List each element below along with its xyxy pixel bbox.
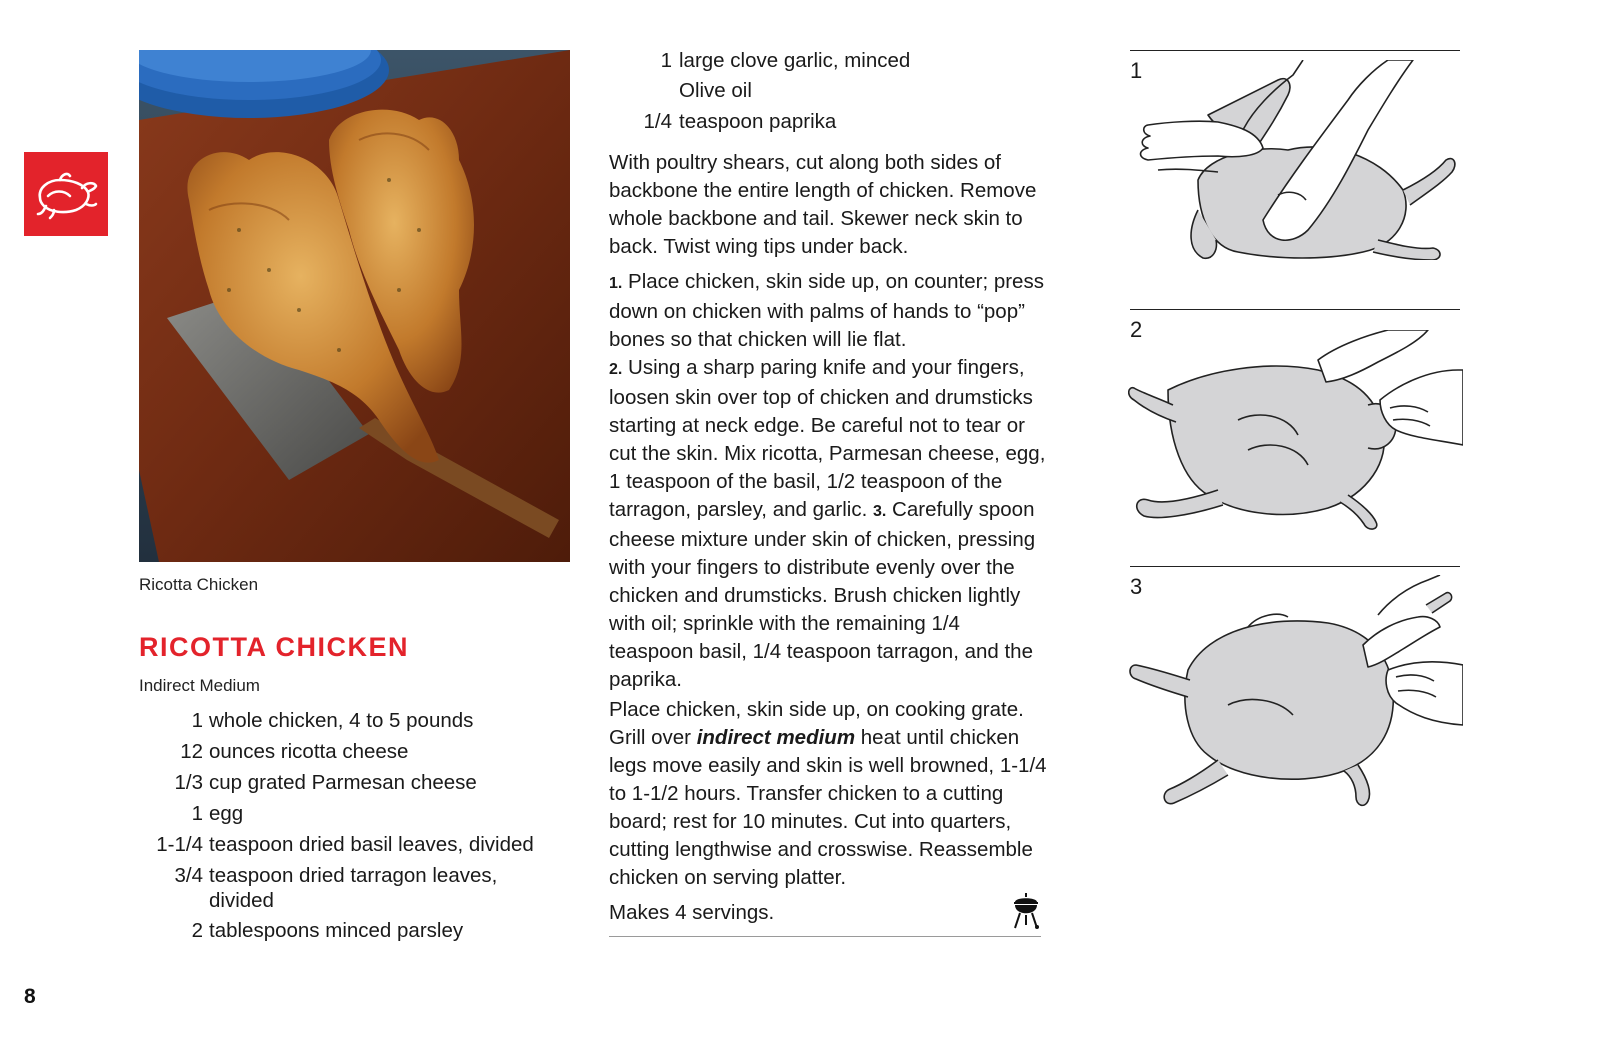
yield-line: Makes 4 servings. xyxy=(609,901,775,924)
illustration-number: 1 xyxy=(1130,58,1143,83)
illustration-number: 2 xyxy=(1130,317,1143,342)
illustration-rule xyxy=(1130,50,1460,51)
step-number: 1. xyxy=(609,275,623,292)
illustration-rule xyxy=(1130,309,1460,310)
ingredient-text: large clove garlic, minced xyxy=(679,49,911,72)
ingredient-text: divided xyxy=(209,889,274,912)
poultry-category-tab xyxy=(24,152,108,236)
cooking-method: Indirect Medium xyxy=(139,676,260,695)
step-text: Using a sharp paring knife and your fingers, loosen skin over top of chicken and drumsticks starting at neck edge. Be careful not to tear or cut the skin. Mix ricotta, Parmesan cheese, egg, 1 teaspoon of the basil, 1/2 teaspoon of the tarragon, parsley, and garlic. xyxy=(609,356,1046,521)
step-text: Place chicken, skin side up, on counter; press down on chicken with palms of hands to “pop” bones so that chicken will lie flat. xyxy=(609,270,1044,351)
ingredient-qty: 1/3 xyxy=(174,771,203,794)
kettle-grill-icon xyxy=(1010,892,1042,930)
ingredient-text: teaspoon dried basil leaves, divided xyxy=(209,833,534,856)
ingredient-text: Olive oil xyxy=(679,79,752,102)
recipe-title: RICOTTA CHICKEN xyxy=(139,632,409,662)
grill-text: Place chicken, skin side up, on cooking grate. Grill over xyxy=(609,698,1024,749)
ingredient-qty: 2 xyxy=(191,919,203,942)
step-text: Carefully spoon cheese mixture under skin of chicken, pressing with your fingers to distribute evenly over the chicken and drumsticks. Brush chicken lightly with oil; sprinkle with the remaining 1/4 teaspoon basil, 1/4 teaspoon tarragon, and the paprika. xyxy=(609,498,1036,691)
grilling-paragraph xyxy=(609,696,1049,892)
page-number: 8 xyxy=(24,985,36,1008)
grill-text: heat until chicken legs move easily and skin is well browned, 1-1/4 to 1-1/2 hours. Transfer chicken to a cutting board; rest for 10 minutes. Cut into quarters, cutting lengthwise and crosswise. Reassemble chicken on serving platter. xyxy=(609,726,1047,889)
chicken-icon xyxy=(24,152,108,236)
ingredient-text: teaspoon paprika xyxy=(679,110,837,133)
ingredient-text: egg xyxy=(209,802,244,825)
ingredient-text: cup grated Parmesan cheese xyxy=(209,771,477,794)
step-number: 3. xyxy=(873,503,887,520)
illustration-rule xyxy=(1130,566,1460,567)
ingredient-qty: 3/4 xyxy=(174,864,203,887)
ingredient-qty: 1-1/4 xyxy=(156,833,203,856)
recipe-photo xyxy=(139,50,570,562)
grill-method-emphasis: indirect medium xyxy=(696,726,856,749)
ingredient-qty: 1 xyxy=(191,802,203,825)
steps-paragraph xyxy=(609,268,1049,694)
photo-caption: Ricotta Chicken xyxy=(139,575,259,594)
ingredient-text: ounces ricotta cheese xyxy=(209,740,409,763)
prep-paragraph: With poultry shears, cut along both sides of backbone the entire length of chicken. Remove whole backbone and tail. Skewer neck skin to back. Twist wing tips under back. xyxy=(609,151,1037,258)
section-divider xyxy=(609,936,1041,937)
loosen-skin-illustration xyxy=(1128,330,1463,530)
step-number: 2. xyxy=(609,361,623,378)
press-flat-illustration xyxy=(1128,60,1463,260)
ingredient-text: tablespoons minced parsley xyxy=(209,919,464,942)
ingredient-text: teaspoon dried tarragon leaves, xyxy=(209,864,498,887)
ingredient-qty: 1 xyxy=(191,709,203,732)
ingredient-qty: 12 xyxy=(180,740,203,763)
stuff-skin-illustration xyxy=(1128,575,1463,810)
illustration-number: 3 xyxy=(1130,574,1143,599)
ingredient-qty: 1/4 xyxy=(643,110,672,133)
ingredient-text: whole chicken, 4 to 5 pounds xyxy=(209,709,474,732)
ingredient-qty: 1 xyxy=(660,49,672,72)
